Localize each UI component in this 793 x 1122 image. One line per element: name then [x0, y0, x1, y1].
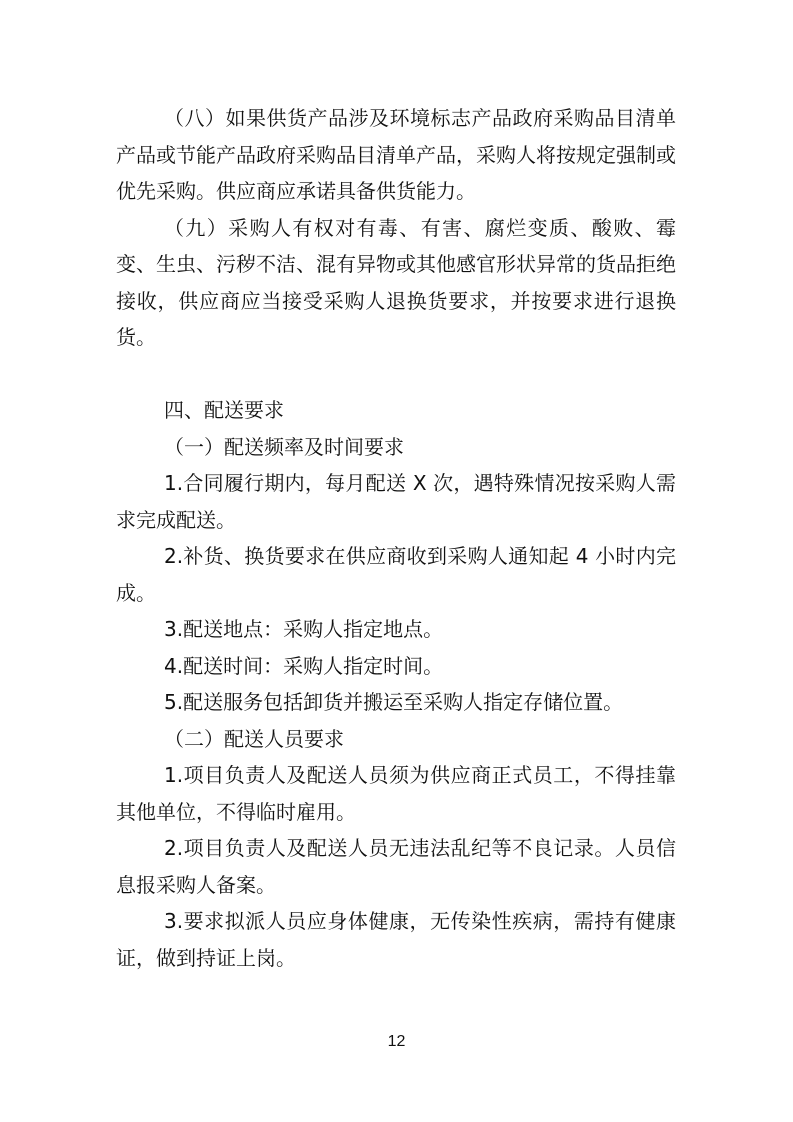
- list-item-frequency-1: 1.合同履行期内，每月配送 X 次，遇特殊情况按采购人需求完成配送。: [116, 471, 676, 532]
- list-item-frequency-5: 5.配送服务包括卸货并搬运至采购人指定存储位置。: [164, 690, 624, 714]
- document-body: [116, 100, 676, 976]
- subsection-title-staff: （二）配送人员要求: [164, 726, 344, 751]
- subsection-title-frequency: （一）配送频率及时间要求: [164, 434, 404, 459]
- list-item-staff-1: 1.项目负责人及配送人员须为供应商正式员工，不得挂靠其他单位，不得临时雇用。: [116, 763, 676, 824]
- paragraph-eight: （八）如果供货产品涉及环境标志产品政府采购品目清单产品或节能产品政府采购品目清单产品，采购人将按规定强制或优先采购。供应商应承诺具备供货能力。: [116, 106, 676, 203]
- page-number: 12: [387, 1033, 406, 1050]
- list-item-frequency-4: 4.配送时间：采购人指定时间。: [164, 653, 444, 678]
- list-item-frequency-3: 3.配送地点：采购人指定地点。: [164, 617, 444, 641]
- section-spacer: [116, 356, 676, 393]
- paragraph-nine: （九）采购人有权对有毒、有害、腐烂变质、酸败、霉变、生虫、污秽不洁、混有异物或其他感官形状异常的货品拒绝接收，供应商应当接受采购人退换货要求，并按要求进行退换货。: [116, 215, 676, 349]
- section-title: 四、配送要求: [164, 398, 284, 422]
- list-item-staff-3: 3.要求拟派人员应身体健康，无传染性疾病，需持有健康证，做到持证上岗。: [116, 909, 676, 970]
- list-item-frequency-2: 2.补货、换货要求在供应商收到采购人通知起 4 小时内完成。: [116, 544, 676, 605]
- list-item-staff-2: 2.项目负责人及配送人员无违法乱纪等不良记录。人员信息报采购人备案。: [116, 836, 676, 897]
